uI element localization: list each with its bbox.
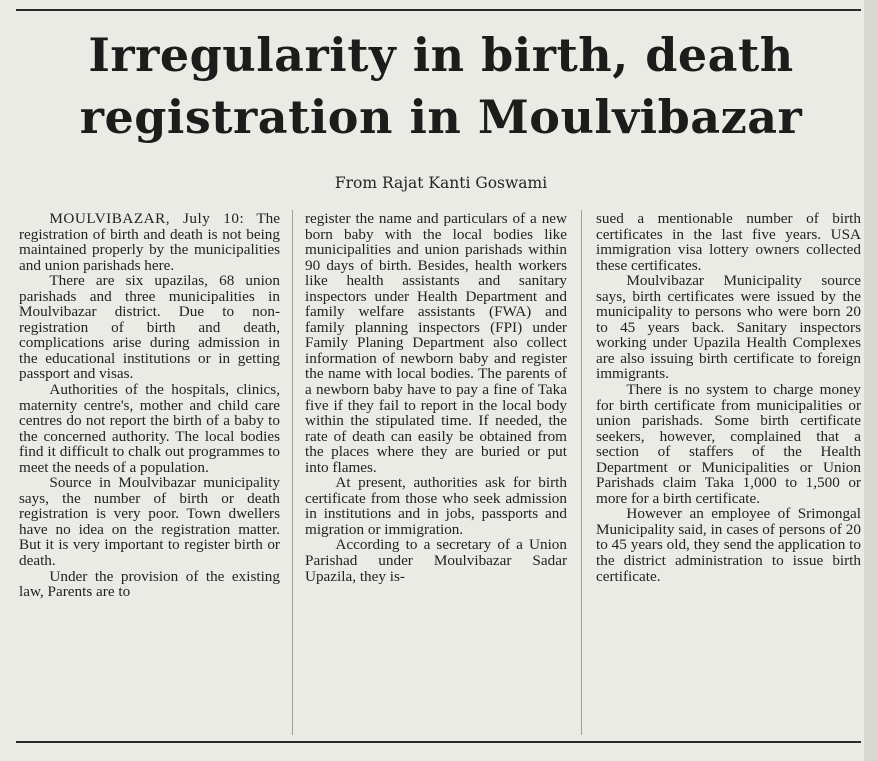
paragraph: Authorities of the hospitals, clinics, maternity centre's, mother and child care centres do not report the birth of a baby to the concerned authority. The local bodies find it difficult to chalk out programmes to meet the needs of a population. [19,381,280,476]
paragraph: At present, authorities ask for birth certificate from those who seek admission in institutions and in jobs, passports and migration or immigration. [305,474,567,538]
byline: From Rajat Kanti Goswami [334,174,548,192]
bottom-rule [16,741,861,743]
paragraph: There are six upazilas, 68 union parishads and three municipalities in Moulvibazar district. Due to non-registration of birth and death, complications arise during admission in the educational institutions or in getting passport and visas. [19,272,280,383]
paragraph: sued a mentionable number of birth certificates in the last five years. USA immigration visa lottery owners collected these certificates. [596,210,861,274]
paragraph: However an employee of Srimongal Municipality said, in cases of persons of 20 to 45 years old, they send the application to the district administration to issue birth certificate. [596,505,861,585]
headline-line-1: Irregularity in birth, death [88,28,794,82]
headline [16,24,866,148]
top-rule [16,9,861,11]
paragraph-text: The registration of birth and death is not being maintained properly by the municipalities and union parishads here. [19,210,280,274]
column-divider [581,210,582,735]
paragraph: There is no system to charge money for birth certificate from municipalities or union parishads. Some birth certificate seekers, however, complained that a section of staffers of the Health Department or Municipalities or Union Parishads claim Taka 1,000 to 1,500 or more for a birth certificate. [596,381,861,507]
dateline: MOULVIBAZAR, July 10: [49,210,245,227]
article-column-2 [305,211,567,584]
paragraph: Moulvibazar Municipality source says, birth certificates were issued by the municipality to persons who were born 20 to 45 years back. Sanitary inspectors working under Upazila Health Complexes are also issuing birth certificate to foreign immigrants. [596,272,861,383]
column-divider [292,210,293,735]
paragraph: Source in Moulvibazar municipality says, the number of birth or death registration is very poor. Town dwellers have no idea on the registration matter. But it is very important to register birth or death. [19,474,280,570]
paragraph: register the name and particulars of a new born baby with the local bodies like municipalities and union parishads within 90 days of birth. Besides, health workers like health assistants and sanitary inspectors under Health Department and family welfare assistants (FWA) and family planning inspectors (FPI) under Family Planing Department also collect information of newborn baby and register the name with local bodies. The parents of a newborn baby have to pay a fine of Taka five if they fail to report in the local body within the stipulated time. If needed, the rate of death can easily be obtained from the places where they are buried or put into flames. [305,210,567,476]
article-column-1 [19,211,280,600]
article-column-3 [596,211,861,584]
paragraph: According to a secretary of a Union Parishad under Moulvibazar Sadar Upazila, they is- [305,536,567,585]
headline-line-2: registration in Moulvibazar [79,90,803,144]
paragraph [19,211,280,273]
paragraph: Under the provision of the existing law, Parents are to [19,567,280,601]
show-through-text [200,0,840,22]
